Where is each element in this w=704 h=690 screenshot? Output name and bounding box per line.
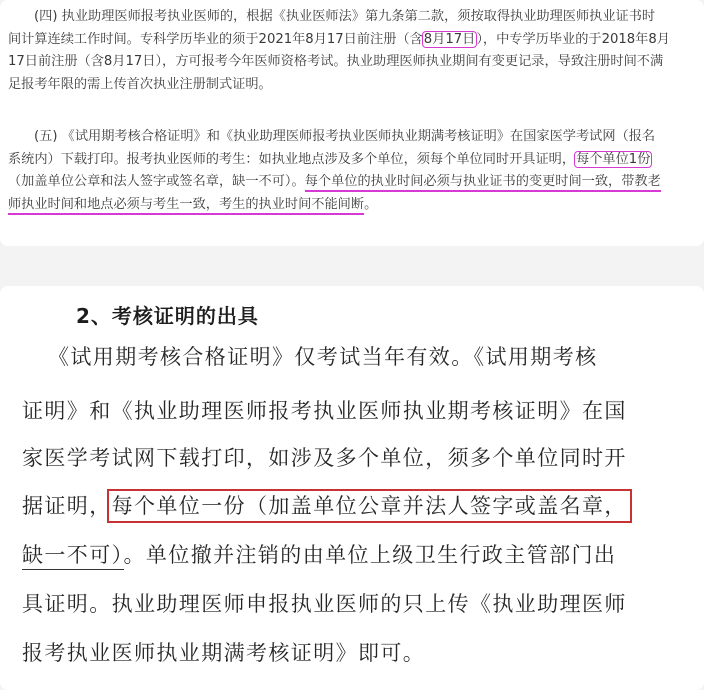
para4-line2-text: 间计算连续工作时间。专科学历毕业的须于2021年8月17日前注册（含 <box>8 31 423 47</box>
paragraph-5 <box>8 126 696 216</box>
paragraph-4 <box>8 6 696 96</box>
section-heading: 2、考核证明的出具 <box>76 304 259 328</box>
underline-highlight-1: 每个单位的执业时间必须与执业证书的变更时间一致，带教老 <box>305 174 661 192</box>
para4-line3: 17日前注册（含8月17日），方可报考今年医师资格考试。执业助理医师执业期间有变更记录，导致注册时间不满 <box>8 54 664 69</box>
body-line-2: 证明》和《执业助理医师报考执业医师执业期考核证明》在国 <box>22 399 627 423</box>
para4-line2-text-end: ），中专学历毕业的于2018年8月 <box>476 31 670 47</box>
para5-line3 <box>8 171 696 194</box>
para5-line2-text: 系统内）下载打印。报考执业医师的考生：如执业地点涉及多个单位，须每个单位同时开具证明， <box>8 151 576 167</box>
highlight-box-one-per-unit: 每个单位1份 <box>576 151 651 167</box>
para4-line1: (四) 执业助理医师报考执业医师的，根据《执业医师法》第九条第二款，须按取得执业助理医师执业证书时 <box>34 9 656 24</box>
underline-highlight-2: 师执业时间和地点必须与考生一致，考生的执业时间不能间断 <box>8 197 364 215</box>
highlight-box-date: 8月17日 <box>423 31 476 47</box>
notice-excerpt-card <box>0 0 704 246</box>
para5-line4 <box>8 194 696 217</box>
underline-highlight-bottom: 缺一不可） <box>22 543 124 570</box>
para5-line3-text: （加盖单位公章和法人签字或签名章，缺一不可）。 <box>8 174 305 189</box>
para4-line4: 足报考年限的需上传首次执业注册制式证明。 <box>8 76 272 92</box>
body-line-1: 《试用期考核合格证明》仅考试当年有效。《试用期考核 <box>48 345 598 369</box>
body-line-7: 报考执业医师执业期满考核证明》即可。 <box>22 641 426 665</box>
para4-line2 <box>8 29 696 52</box>
body-line-4-text: 据证明， <box>22 494 112 518</box>
body-line-5-text: 。单位撤并注销的由单位上级卫生行政主管部门出 <box>123 543 617 567</box>
body-line-6: 具证明。执业助理医师申报执业医师的只上传《执业助理医师 <box>22 592 627 616</box>
highlight-box-one-per-unit-bottom: 每个单位一份（加盖单位公章并法人签字或盖名章， <box>111 494 627 518</box>
body-line-3: 家医学考试网下载打印，如涉及多个单位，须多个单位同时开 <box>22 446 627 470</box>
para5-line4-end: 。 <box>364 196 378 212</box>
para5-line2 <box>8 149 696 172</box>
para5-line1: (五) 《试用期考核合格证明》和《执业助理医师报考执业医师执业期满考核证明》在国家医学考试网（报名 <box>34 129 656 144</box>
body-line-5 <box>22 539 616 569</box>
body-line-4 <box>22 490 627 520</box>
